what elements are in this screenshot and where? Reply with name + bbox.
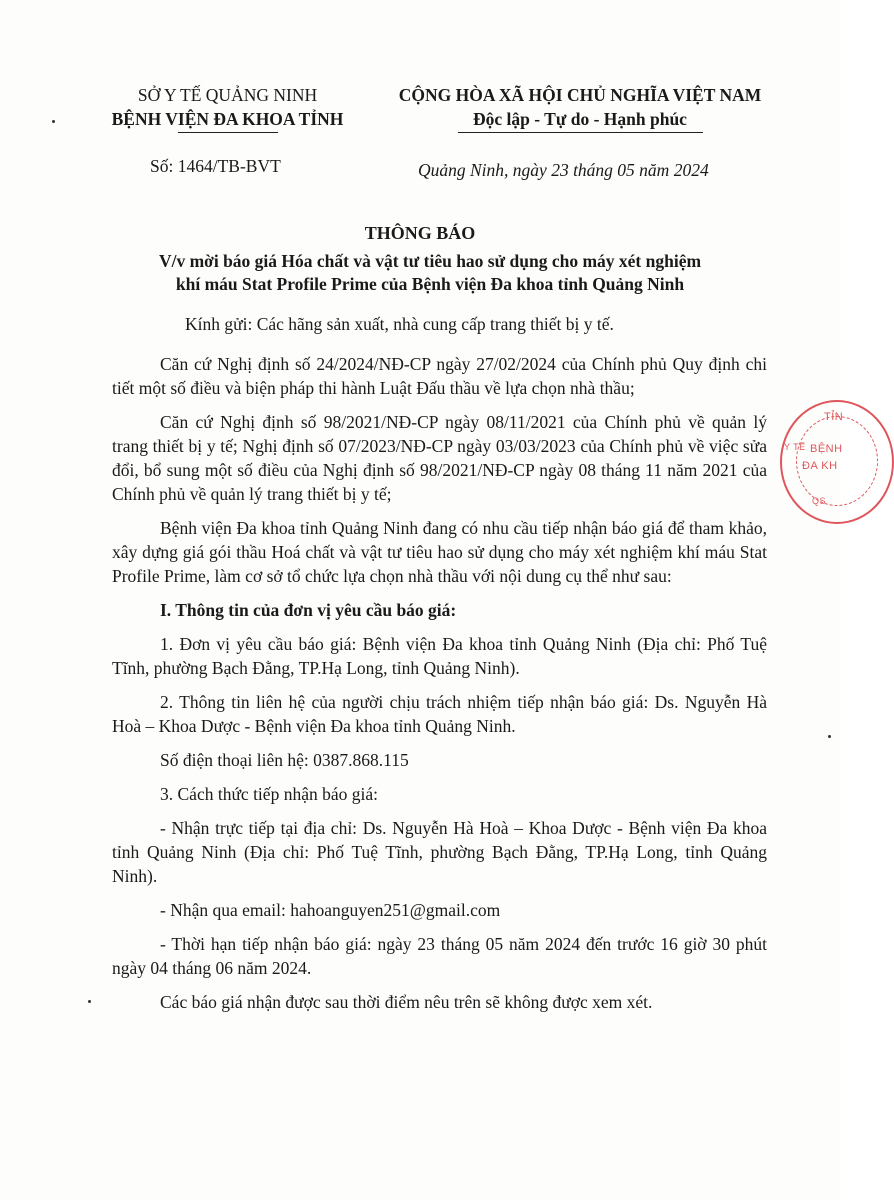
scan-speck bbox=[828, 735, 831, 738]
receipt-direct: - Nhận trực tiếp tại địa chỉ: Ds. Nguyễn Hà Hoà – Khoa Dược - Bệnh viện Đa khoa tỉnh Quảng Ninh (Địa chỉ: Phố Tuệ Tĩnh, phường Bạch Đằng, TP.Hạ Long, tỉnh Quảng Ninh). bbox=[112, 818, 767, 886]
paragraph-legal-basis-2: Căn cứ Nghị định số 98/2021/NĐ-CP ngày 08/11/2021 của Chính phủ về quản lý trang thiết bị y tế; Nghị định số 07/2023/NĐ-CP ngày 03/03/2023 của Chính phủ về việc sửa đổi, bổ sung một số điều của Nghị định số 98/2021/NĐ-CP ngày 08 tháng 11 năm 2021 của Chính phủ về quản lý trang thiết bị y tế; bbox=[112, 412, 767, 504]
receipt-deadline: - Thời hạn tiếp nhận báo giá: ngày 23 tháng 05 năm 2024 đến trước 16 giờ 30 phút ngày 04 tháng 06 năm 2024. bbox=[112, 934, 767, 978]
issuer-block bbox=[95, 83, 360, 133]
place-and-date: Quảng Ninh, ngày 23 tháng 05 năm 2024 bbox=[418, 160, 709, 180]
stamp-text-bottom: QS bbox=[812, 496, 827, 506]
paragraph-legal-basis-1: Căn cứ Nghị định số 24/2024/NĐ-CP ngày 27/02/2024 của Chính phủ Quy định chi tiết một số điều và biện pháp thi hành Luật Đấu thầu về lựa chọn nhà thầu; bbox=[112, 354, 767, 398]
document-title: THÔNG BÁO bbox=[364, 223, 476, 243]
paragraph-purpose: Bệnh viện Đa khoa tỉnh Quảng Ninh đang có nhu cầu tiếp nhận báo giá để tham khảo, xây dựng giá gói thầu Hoá chất và vật tư tiêu hao sử dụng cho máy xét nghiệm khí máu Stat Profile Prime, làm cơ sở tổ chức lựa chọn nhà thầu với nội dung cụ thể như sau: bbox=[112, 518, 767, 586]
stamp-text-left: Y TẾ bbox=[784, 442, 806, 452]
recipient-line: Kính gửi: Các hãng sản xuất, nhà cung cấp trang thiết bị y tế. bbox=[185, 314, 614, 334]
closing-note: Các báo giá nhận được sau thời điểm nêu trên sẽ không được xem xét. bbox=[160, 992, 653, 1012]
subject-line-1: V/v mời báo giá Hóa chất và vật tư tiêu hao sử dụng cho máy xét nghiệm bbox=[158, 251, 702, 271]
receipt-email: - Nhận qua email: hahoanguyen251@gmail.com bbox=[160, 900, 501, 920]
red-seal-stamp bbox=[780, 400, 894, 524]
scan-speck bbox=[88, 1000, 91, 1003]
national-motto: Độc lập - Tự do - Hạnh phúc bbox=[473, 109, 687, 129]
document-body bbox=[112, 352, 767, 1024]
item-requesting-unit: 1. Đơn vị yêu cầu báo giá: Bệnh viện Đa khoa tỉnh Quảng Ninh (Địa chỉ: Phố Tuệ Tĩnh, phường Bạch Đằng, TP.Hạ Long, tỉnh Quảng Ninh). bbox=[112, 634, 767, 678]
issuer-underline bbox=[178, 132, 278, 133]
item-contact-person: 2. Thông tin liên hệ của người chịu trách nhiệm tiếp nhận báo giá: Ds. Nguyễn Hà Hoà – Khoa Dược - Bệnh viện Đa khoa tỉnh Quảng Ninh. bbox=[112, 692, 767, 736]
motto-underline bbox=[458, 132, 703, 133]
document-subject bbox=[110, 250, 750, 296]
section-heading-1: I. Thông tin của đơn vị yêu cầu báo giá: bbox=[160, 600, 457, 620]
national-heading bbox=[375, 83, 785, 133]
national-title: CỘNG HÒA XÃ HỘI CHỦ NGHĨA VIỆT NAM bbox=[398, 85, 762, 105]
issuer-hospital: BỆNH VIỆN ĐA KHOA TỈNH bbox=[111, 109, 344, 129]
item-receipt-method: 3. Cách thức tiếp nhận báo giá: bbox=[160, 784, 378, 804]
stamp-text-top: TỈN bbox=[824, 411, 844, 423]
scan-speck bbox=[52, 120, 55, 123]
document-number: Số: 1464/TB-BVT bbox=[150, 156, 281, 176]
stamp-text-mid2: ĐA KH bbox=[802, 460, 838, 472]
stamp-text-mid1: BỆNH bbox=[810, 443, 843, 455]
issuer-department: SỞ Y TẾ QUẢNG NINH bbox=[137, 85, 318, 105]
subject-line-2: khí máu Stat Profile Prime của Bệnh viện Đa khoa tỉnh Quảng Ninh bbox=[175, 274, 685, 294]
contact-phone: Số điện thoại liên hệ: 0387.868.115 bbox=[160, 750, 409, 770]
